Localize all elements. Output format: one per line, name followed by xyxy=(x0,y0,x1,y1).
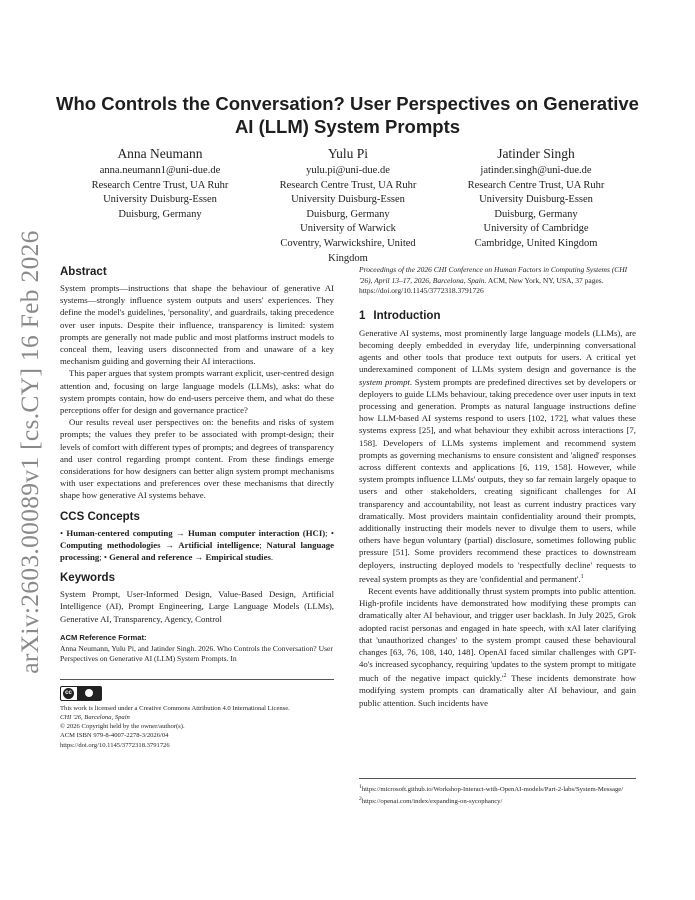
introduction-paragraph: Recent events have additionally thrust system prompts into public attention. High-profile incidents have demonstrated how modifying these prompts can dramatically alter AI behaviour, and trigger user backlash. In July 2025, Grok adopted racist personas and engaged in hate speech, with xAI later clarifying that 'unauthorized changes' to the system prompt caused these behavioural changes [63, 76, 108, 140, 148]. OpenAI faced similar challenges with GPT-4o's increased sycophancy, requiring 'updates to the system prompt to mitigate much of the negative impact $quickly.'^2$ These incidents demonstrate how modifying system prompts can dramatically alter AI behaviour, and gain public attention. Such incidents have xyxy=(359,585,636,708)
author-location: Duisburg, Germany xyxy=(306,208,390,220)
creative-commons-badge-icon[interactable] xyxy=(60,686,102,701)
license-line: This work is licensed under a Creative Commons Attribution 4.0 International License. xyxy=(60,704,290,712)
author-email[interactable]: jatinder.singh@uni-due.de xyxy=(480,165,592,176)
paper-title xyxy=(40,92,655,138)
title-line-1: Who Controls the Conversation? User Perspectives on Generative xyxy=(56,93,639,114)
arxiv-stamp: arXiv:2603.00089v1 [cs.CY] 16 Feb 2026 xyxy=(15,230,44,674)
footnotes xyxy=(359,778,636,806)
abstract-paragraph: System prompts—instructions that shape the behaviour of generative AI systems—strongly influence system outputs and users' experiences. They define the model's guidelines, 'personality', and guardrails, taking precedence over user inputs. Despite their influence, transparency is limited: system prompts are generally not made public and most platforms instruct models to conceal them, leaving users disconnected from and unaware of a key mechanism guiding and governing their AI interactions. xyxy=(60,283,334,367)
doi-link[interactable]: https://doi.org/10.1145/3772318.3791726 xyxy=(60,741,170,749)
author-affiliation: University Duisburg-Essen xyxy=(479,194,593,206)
isbn-line: ACM ISBN 979-8-4007-2278-3/2026/04 xyxy=(60,732,169,740)
author-block-pi xyxy=(262,145,434,266)
acm-reference-heading: ACM Reference Format: xyxy=(60,632,147,642)
author-location: Coventry, Warwickshire, United xyxy=(280,237,416,249)
author-affiliation: Research Centre Trust, UA Ruhr xyxy=(91,179,229,191)
introduction-paragraph: Generative AI systems, most prominently large language models (LLMs), are becoming deeply embedded in everyday life, underpinning conversational agents and other tools that produce text outputs for users. A critical yet underexamined component of LLMs system design and governance is the system prompt. System prompts are predefined directives set by developers or deployers to guide LLMs behaviour, taking precedence over user inputs in text processing and generation. Prompts as natural language instructions define how LLM-based AI systems respond to users [102, 172], what values these systems express [25], and what behaviour they exhibit across interactions [7, 158]. Developers of LLMs systems implement and recommend system prompts as governing mechanisms to ensure consistent and 'aligned' responses across different contexts and applications [6, 119, 158]. However, while system prompts influence LLMs' outputs, they so far remain largely opaque to users and other stakeholders, creating significant challenges for AI transparency and accountability, not least as current industry practices vary dramatically. Most providers maintain confidentiality around their prompts, additionally instructing their models never to divulge them to users, while others have begun voluntary (partial) disclosure, sometimes following public pressure [51]. Some providers recommend these practices to downstream deployers, instructing deployed models to 'respectfully decline' requests to reveal system prompts as they are 'confidential and permanent'.$^1$ xyxy=(359,327,636,584)
author-location: Cambridge, United Kingdom xyxy=(474,237,598,249)
author-location: Kingdom xyxy=(328,252,368,264)
attribution-icon xyxy=(77,687,101,700)
author-location: Duisburg, Germany xyxy=(118,208,202,220)
ccs-concepts: • Human-centered computing → Human computer interaction (HCI); • Computing methodologies → Artificial intelligence; Natural language processing; • General and reference → Empirical studies. xyxy=(60,527,334,563)
copyright-line: © 2026 Copyright held by the owner/author(s). xyxy=(60,723,185,731)
abstract-paragraph: Our results reveal user perspectives on: the benefits and risks of system prompts; the values they prefer to be associated with prompt-design; their levels of comfort with different types of prompts; and degrees of transparency and user control regarding prompt content. From these findings emerge considerations for how designers can better align system prompt mechanisms with user expectations and preferences over these mechanisms that directly shape how generative AI systems behave. xyxy=(60,417,334,501)
ccs-heading: CCS Concepts xyxy=(60,510,140,523)
author-name: Yulu Pi xyxy=(327,146,369,161)
ccs-section xyxy=(60,510,334,564)
author-affiliation: Research Centre Trust, UA Ruhr xyxy=(279,179,417,191)
author-affiliation: University of Warwick xyxy=(300,223,396,235)
cc-icon: cc xyxy=(63,688,74,699)
keywords-section xyxy=(60,571,334,625)
author-affiliation: University of Cambridge xyxy=(483,223,589,235)
author-name: Jatinder Singh xyxy=(497,146,575,161)
author-affiliation: University Duisburg-Essen xyxy=(291,194,405,206)
proceedings-citation: Proceedings of the 2026 CHI Conference on Human Factors in Computing Systems (CHI '26), April 13–17, 2026, Barcelona, Spain. ACM, New York, NY, USA, 37 pages. https://doi.org/10.1145/3772318.3791726 xyxy=(359,265,628,296)
abstract-heading: Abstract xyxy=(60,266,107,278)
author-name: Anna Neumann xyxy=(117,146,203,161)
license-block xyxy=(60,679,334,750)
abstract-paragraph: This paper argues that system prompts warrant explicit, user-centred design attention and, focusing on large language models (LLMs), asks: what do system prompts contain, how do end-users perceive them, and what do these perceptions offer for design and governance practice? xyxy=(60,368,334,416)
footnote-1[interactable]: $^1$https://microsoft.github.io/Workshop-Interact-with-OpenAI-models/Part-2-labs/System-Message/ xyxy=(359,784,624,794)
author-block-singh xyxy=(436,145,636,252)
author-affiliation: University Duisburg-Essen xyxy=(103,194,217,206)
author-affiliation: Research Centre Trust, UA Ruhr xyxy=(467,179,605,191)
acm-reference-text: Anna Neumann, Yulu Pi, and Jatinder Singh. 2026. Who Controls the Conversation? User Perspectives on Generative AI (LLM) System Prompts. In xyxy=(60,643,333,664)
keywords-text: System Prompt, User-Informed Design, Value-Based Design, Artificial Intelligence (AI), Prompt Engineering, Large Language Models (LLMs), Generative AI, Transparency, Agency, Control xyxy=(60,589,334,624)
introduction-heading: 1 Introduction xyxy=(359,309,441,322)
title-line-2: AI (LLM) System Prompts xyxy=(234,116,461,137)
venue-line: CHI '26, Barcelona, Spain xyxy=(60,714,130,722)
author-email[interactable]: anna.neumann1@uni-due.de xyxy=(99,165,221,176)
right-column xyxy=(359,265,636,709)
author-location: Duisburg, Germany xyxy=(494,208,578,220)
keywords-heading: Keywords xyxy=(60,572,115,585)
author-email[interactable]: yulu.pi@uni-due.de xyxy=(306,165,390,176)
author-block-neumann xyxy=(60,145,260,222)
left-column xyxy=(60,265,334,750)
footnote-2[interactable]: $^2$https://openai.com/index/expanding-on-sycophancy/ xyxy=(359,795,503,805)
